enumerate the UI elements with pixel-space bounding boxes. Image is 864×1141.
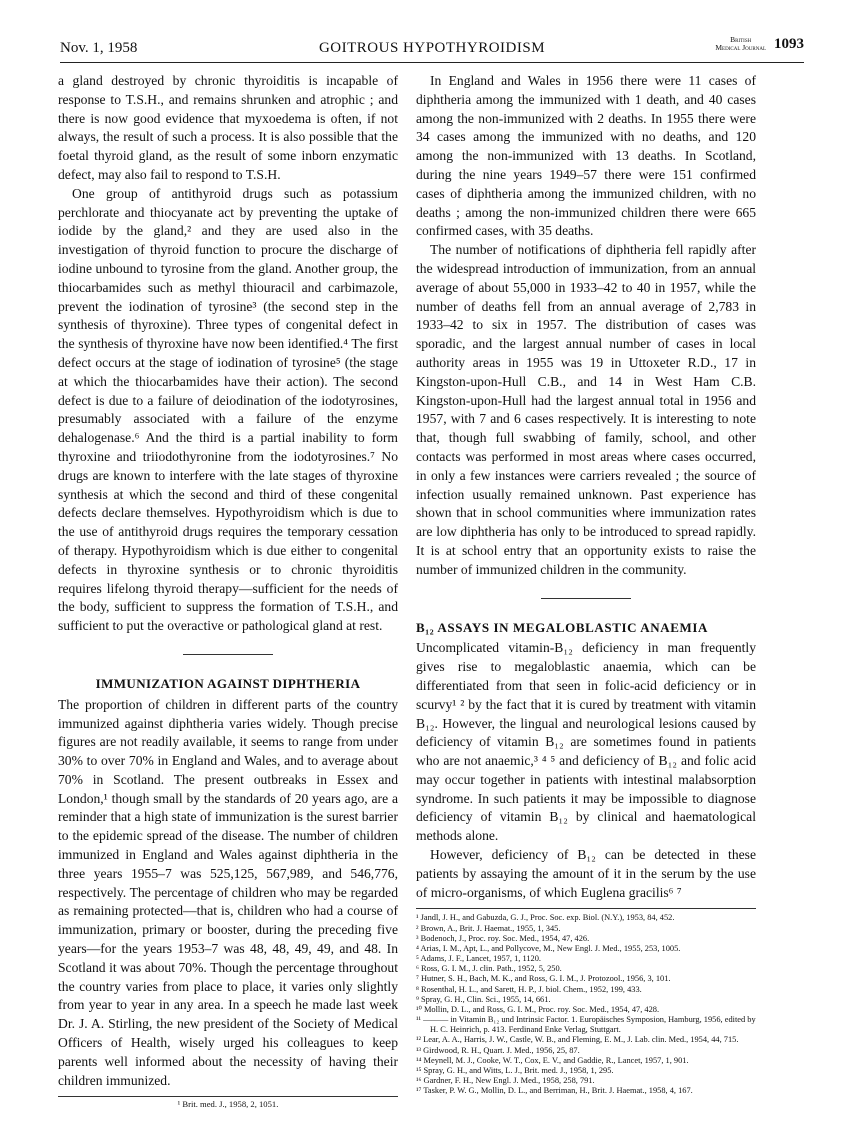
reference-item: ³ Bodenoch, J., Proc. roy. Soc. Med., 1954, 47, 426. — [416, 933, 590, 943]
reference-list — [416, 913, 756, 1096]
reference-item: ¹¹ ——— in Vitamin B₁₂ und Intrinsic Factor. 1. Europäisches Symposion, Hamburg, 1956, edited by H. C. Heinrich, p. 413. Ferdinand Enke Verlag, Stuttgart. — [416, 1015, 756, 1035]
left-paragraph-1: a gland destroyed by chronic thyroiditis is incapable of response to T.S.H., and remains shrunken and atrophic ; and there is now good evidence that myxoedema is often, if not always, the result of such a process. It is also possible that the foetal thyroid gland, as the result of some inborn enzymatic defect, may also fail to respond to T.S.H. — [58, 73, 398, 182]
reference-item: ² Brown, A., Brit. J. Haemat., 1955, 1, 345. — [416, 923, 561, 933]
reference-item: ¹⁷ Tasker, P. W. G., Mollin, D. L., and Berriman, H., Brit. J. Haemat., 1958, 4, 167. — [416, 1086, 693, 1096]
references-divider — [416, 908, 756, 909]
reference-item: ¹⁴ Meynell, M. J., Cooke, W. T., Cox, E. V., and Gaddie, R., Lancet, 1957, 1, 901. — [416, 1055, 689, 1065]
reference-item: ⁴ Arias, I. M., Apt, L., and Pollycove, M., New Engl. J. Med., 1955, 253, 1005. — [416, 943, 681, 953]
reference-item: ⁵ Adams, J. F., Lancet, 1957, 1, 1120. — [416, 954, 541, 964]
reference-item: ⁶ Ross, G. I. M., J. clin. Path., 1952, 5, 250. — [416, 964, 562, 974]
page-number: 1093 — [774, 36, 804, 52]
right-column — [416, 72, 756, 1096]
left-column — [58, 72, 398, 1110]
section-title-b12: B₁₂ ASSAYS IN MEGALOBLASTIC ANAEMIA — [416, 619, 708, 635]
reference-item: ⁸ Rosenthal, H. L., and Sarett, H. P., J. biol. Chem., 1952, 199, 433. — [416, 984, 642, 994]
reference-item: ¹² Lear, A. A., Harris, J. W., Castle, W. B., and Fleming, E. M., J. Lab. clin. Med., 1954, 44, 715. — [416, 1035, 739, 1045]
right-paragraph-2: The number of notifications of diphtheria fell rapidly after the widespread introduction of immunization, from an annual average of about 55,000 in 1933–42 to 40 in 1957, while the number of deaths fell from an annual average of 2,783 in 1933–42 to six in 1957. The distribution of cases was sporadic, and the largest annual number of cases in local authority areas in 1955 was 19 in Uttoxeter R.D., 17 in Kingston-upon-Hull C.B., and 14 in West Ham C.B. Kingston-upon-Hull had the largest annual total in 1956 and 1957, with 7 and 6 cases respectively. It is interesting to note that, though full swabbing of family, school, and other contacts was performed in most areas where cases occurred, in only a few instances were carriers revealed ; the source of infection usually remained unknown. Past experience has shown that in school communities where immunization rates are low diphtheria has only to be introduced to spread rapidly. It is at school entry that an opportunity exists to raise the number of immunized children in the community. — [416, 242, 756, 577]
section-title-diphtheria: IMMUNIZATION AGAINST DIPHTHERIA — [95, 675, 361, 691]
journal-page-block — [715, 36, 804, 53]
footnote: ¹ Brit. med. J., 1958, 2, 1051. — [177, 1099, 279, 1110]
running-title: GOITROUS HYPOTHYROIDISM — [318, 40, 546, 56]
right-paragraph-4: However, deficiency of B₁₂ can be detected in these patients by assaying the amount of it in the serum by the use of micro-organisms, of which Euglena gracilis⁶ ⁷ — [416, 847, 756, 900]
reference-item: ¹ Jandl, J. H., and Gabuzda, G. J., Proc. Soc. exp. Biol. (N.Y.), 1953, 84, 452. — [416, 913, 675, 923]
reference-item: ¹⁰ Mollin, D. L., and Ross, G. I. M., Proc. roy. Soc. Med., 1954, 47, 428. — [416, 1004, 660, 1014]
left-paragraph-2: One group of antithyroid drugs such as potassium perchlorate and thiocyanate act by preventing the uptake of iodide by the gland,² and they are used also in the investigation of thyroid function to procure the discharge of iodine unbound to tyrosine from the gland. Another group, the thiocarbamides such as methyl thiouracil and carbimazole, prevent the iodination of tyrosine³ (the second step in the synthesis of thyroxine). Three types of congenital defect in the synthesis of thyroxine have now been identified.⁴ The first defect occurs at the stage of iodination of tyrosine⁵ (the stage at which the thiocarbamides have their action). The second defect is due to a failure of deiodination of the iodotyrosines, presumably associated with a failure of the enzyme dehalogenase.⁶ And the third is a partial inability to form thyroxine and triiodothyronine from the iodotyrosines.⁷ No drugs are known to interfere with the late stages of thyroxine synthesis at which the second and third of these congenital defects declare themselves. Hypothyroidism which is due to the use of antithyroid drugs requires the temporary cessation of therapy. Hypothyroidism which is due either to congenital defects in thyroxine synthesis or to chronic thyroiditis requires lifelong thyroid therapy—sufficient for the needs of the body, sufficient to suppress the formation of T.S.H., and sufficient to put the overactive or pathological gland at rest. — [58, 185, 398, 634]
right-paragraph-1: In England and Wales in 1956 there were 11 cases of diphtheria among the immunized with 1 death, and 40 cases among the non-immunized with 2 deaths. In 1955 there were 34 cases among the immunized with no deaths, and 120 among the non-immunized with 13 deaths. In Scotland, during the nine years 1949–57 there were 151 confirmed cases of diphtheria among the immunized children, with no deaths ; among the non-immunized children there were 665 confirmed cases, with 35 deaths. — [416, 73, 756, 239]
footnote-divider — [58, 1096, 398, 1097]
journal-name — [715, 36, 766, 52]
issue-date: Nov. 1, 1958 — [60, 40, 138, 56]
section-divider — [183, 654, 273, 655]
section-divider — [541, 598, 631, 599]
right-paragraph-3: Uncomplicated vitamin-B₁₂ deficiency in man frequently gives rise to megaloblastic anaemia, which can be differentiated from that seen in folic-acid deficiency or in scurvy¹ ² by the fact that it is cured by treatment with vitamin B₁₂. However, the lingual and neurological lesions caused by deficiency of vitamin B₁₂ are sometimes found in patients who are not anaemic,³ ⁴ ⁵ and deficiency of B₁₂ and folic acid may occur together in patients with intestinal malabsorption syndrome. In such patients it may be impossible to diagnose deficiency of vitamin B₁₂ by clinical and haematological methods alone. — [416, 640, 756, 844]
reference-item: ¹⁵ Spray, G. H., and Witts, L. J., Brit. med. J., 1958, 1, 295. — [416, 1065, 614, 1075]
reference-item: ⁷ Hutner, S. H., Bach, M. K., and Ross, G. I. M., J. Protozool., 1956, 3, 101. — [416, 974, 671, 984]
journal-name-line2: Medical Journal — [715, 43, 766, 52]
reference-item: ⁹ Spray, G. H., Clin. Sci., 1955, 14, 661. — [416, 994, 551, 1004]
left-paragraph-3: The proportion of children in different parts of the country immunized against diphtheria varies widely. Though precise figures are not readily available, it seems to range from under 30% to over 70% in England and Wales, and to average about 70% in Scotland. The present outbreaks in Essex and London,¹ though small by the standards of 20 years ago, are a reminder that a high state of immunization is the surest barrier to the epidemic spread of the disease. The number of children immunized in England and Wales against diphtheria in the three years 1955–7 was 525,125, 567,989, and 546,776, respectively. The percentage of children who may be regarded as remaining protected—that is, children who had a course of immunization, primary or booster, during the preceding five years—for the years 1953–7 was 48, 48, 49, 49, and 48. In Scotland it was about 70%. Though the percentage throughout the country varies from place to place, it varies only slightly from year to year in any area. In a speech he made last week Dr. J. A. Stirling, the new president of the Society of Medical Officers of Health, wisely urged his colleagues to keep parents well informed about the necessity of having their children immunized. — [58, 696, 398, 1088]
reference-item: ¹³ Girdwood, R. H., Quart. J. Med., 1956, 25, 87. — [416, 1045, 580, 1055]
reference-item: ¹⁶ Gardner, F. H., New Engl. J. Med., 1958, 258, 791. — [416, 1075, 595, 1085]
page-header — [60, 35, 804, 63]
journal-name-line1: British — [730, 35, 752, 44]
